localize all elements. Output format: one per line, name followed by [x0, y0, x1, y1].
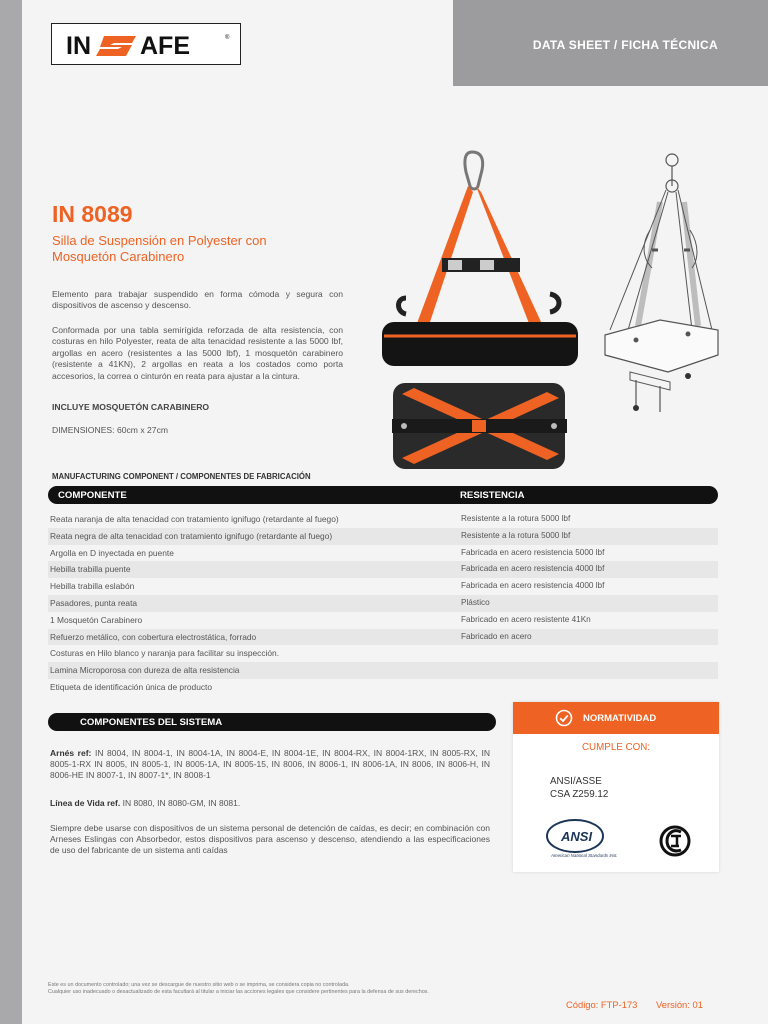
table-row: [48, 662, 718, 679]
component-cell: Etiqueta de identificación única de producto: [50, 681, 213, 692]
ansi-logo-subtext: American National Standards Inst.: [551, 853, 618, 858]
component-cell: Pasadores, punta reata: [50, 597, 138, 608]
resistance-cell: Fabricada en acero resistencia 5000 lbf: [461, 547, 605, 557]
seat-photo: [372, 150, 587, 380]
components-table: [48, 511, 718, 696]
system-components-title: COMPONENTES DEL SISTEMA: [80, 717, 223, 728]
component-cell: Argolla en D inyectada en puente: [50, 547, 174, 558]
dimensions: DIMENSIONES: 60cm x 27cm: [52, 425, 169, 435]
component-cell: Hebilla trabilla puente: [50, 564, 131, 575]
product-code: IN 8089: [52, 201, 133, 227]
component-cell: Refuerzo metálico, con cobertura electrostática, forrado: [50, 631, 257, 642]
ansi-logo: [545, 819, 618, 864]
table-row: [48, 561, 718, 578]
product-specs: Conformada por una tabla semirígida reforzada de alta resistencia, con costuras en hilo Polyester, reata de alta tenacidad resistente a las 5000 lbf, argollas en acero (resistentes a las 5000 lbf), 1 mosquetón carabinero (resistente a 41KN), 2 argollas en reata a los costados como porta accesorios, la correa o cinturón en reata para ajustar a la cintura.: [52, 325, 343, 381]
table-row: [48, 511, 718, 528]
disclaimer-line-2: Cualquier uso inadecuado o desactualizado de esta facultará al titular a iniciar las acciones legales que considere pertinentes para la defensa de sus derechos.: [48, 989, 429, 995]
resistance-cell: Resistente a la rotura 5000 lbf: [461, 514, 571, 523]
standards-header: [513, 702, 719, 734]
usage-note: Siempre debe usarse con dispositivos de un sistema personal de detención de caídas, es decir; en combinación con Arneses Eslingas con Absorbedor, estos dispositivos para ascenso y descenso, atendiendo a las especificaciones de uso del fabricante de un sistema anti caídas: [50, 823, 490, 856]
components-table-header: [48, 486, 718, 504]
table-row: [48, 612, 718, 629]
standard-csa: CSA Z259.12: [550, 789, 609, 800]
standard-ansi: ANSI/ASSE: [550, 776, 602, 787]
standards-title: NORMATIVIDAD: [583, 713, 657, 724]
table-row: [48, 528, 718, 545]
svg-text:AFE: AFE: [140, 32, 190, 60]
complies-label: CUMPLE CON:: [581, 742, 651, 753]
table-row: [48, 578, 718, 595]
manufacturing-title: MANUFACTURING COMPONENT / COMPONENTES DE FABRICACIÓN: [52, 472, 311, 481]
table-row: [48, 545, 718, 562]
product-description: Elemento para trabajar suspendido en forma cómoda y segura con dispositivos de ascenso y descenso.: [52, 289, 343, 311]
component-cell: Reata naranja de alta tenacidad con tratamiento ignifugo (retardante al fuego): [50, 514, 339, 524]
header: [0, 0, 768, 86]
includes-note: INCLUYE MOSQUETÓN CARABINERO: [52, 402, 210, 412]
table-row: [48, 645, 718, 662]
document-code: Código: FTP-173: [566, 999, 638, 1010]
check-circle-icon: [555, 709, 573, 732]
component-cell: 1 Mosquetón Carabinero: [50, 614, 143, 625]
product-name: Silla de Suspensión en Polyester con Mosquetón Carabinero: [52, 233, 267, 264]
lifeline-references: [50, 798, 490, 809]
table-row: [48, 595, 718, 612]
table-row: [48, 629, 718, 646]
ansi-logo-text: ANSI: [561, 829, 593, 844]
resistance-cell: Plástico: [461, 597, 490, 607]
resistance-cell: Fabricada en acero resistencia 4000 lbf: [461, 564, 605, 574]
resistance-cell: Resistente a la rotura 5000 lbf: [461, 530, 571, 540]
disclaimer-line-1: Este es un documento controlado; una vez se descargue de nuestro sitio web o se imprima, se considera copia no controlada.: [48, 982, 350, 988]
standards-card: [513, 702, 719, 872]
component-cell: Hebilla trabilla eslabón: [50, 581, 135, 592]
harness-references: [50, 748, 490, 782]
column-header-component: COMPONENTE: [58, 490, 127, 501]
component-cell: Lamina Microporosa con dureza de alta resistencia: [50, 665, 240, 676]
lifeline-refs: IN 8080, IN 8080-GM, IN 8081.: [122, 798, 241, 808]
header-title: DATA SHEET / FICHA TÉCNICA: [532, 38, 718, 52]
svg-text:®: ®: [225, 35, 230, 41]
resistance-cell: Fabricada en acero resistencia 4000 lbf: [461, 581, 605, 591]
system-components-header: [48, 713, 496, 731]
document-version: Versión: 01: [656, 999, 703, 1010]
brand-logo: [51, 23, 241, 65]
component-cell: Reata negra de alta tenacidad con tratamiento ignifugo (retardante al fuego): [50, 530, 333, 541]
harness-label: Arnés ref:: [50, 748, 92, 758]
technical-drawing: [600, 150, 720, 420]
lifeline-label: Línea de Vida ref.: [50, 798, 121, 808]
resistance-cell: Fabricado en acero: [461, 631, 532, 641]
csa-logo: [659, 822, 691, 867]
resistance-cell: Fabricado en acero resistente 41Kn: [461, 614, 591, 624]
harness-refs: IN 8004, IN 8004-1, IN 8004-1A, IN 8004-E, IN 8004-1E, IN 8004-RX, IN 8004-1RX, IN 8005-RX, IN 8005-1-RX IN 8005, IN 8005-1, IN 8005-1A, IN 8005-15, IN 8006, IN 8006-1, IN 8006-1A, IN 8006, IN 8006-H, IN 8006-HE IN 8007-1, IN 8007-1*, IN 8008-1: [50, 748, 490, 781]
column-header-resistance: RESISTENCIA: [460, 490, 525, 501]
table-row: [48, 679, 718, 696]
component-cell: Costuras en Hilo blanco y naranja para facilitar su inspección.: [50, 648, 280, 659]
svg-text:IN: IN: [66, 32, 91, 60]
seat-board-photo: [392, 382, 567, 475]
